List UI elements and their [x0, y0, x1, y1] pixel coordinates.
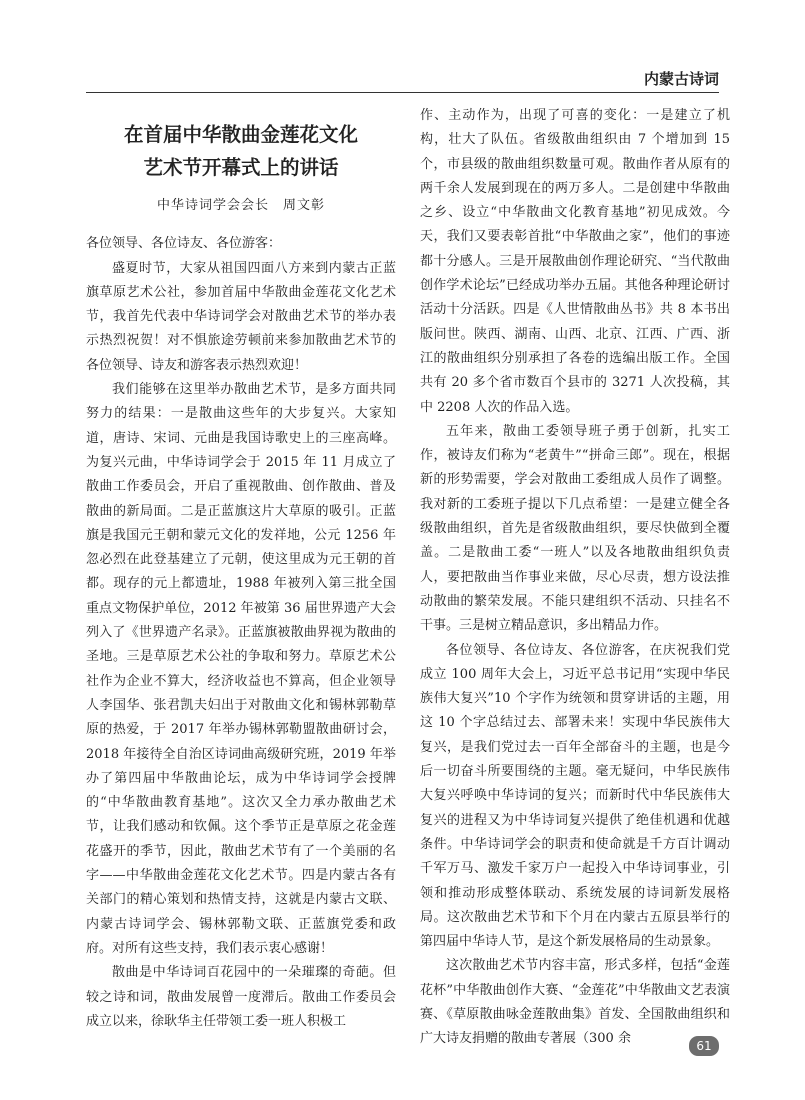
- body-paragraph: 这次散曲艺术节内容丰富，形式多样，包括“金莲花杯”中华散曲创作大赛、“金莲花”中华散曲文艺表演赛、《草原散曲咏金莲散曲集》首发、全国散曲组织和广大诗友捐赠的散曲专著展（300 余: [420, 958, 730, 1047]
- body-paragraph: 我们能够在这里举办散曲艺术节，是多方面共同努力的结果：一是散曲这些年的大步复兴。大家知道，唐诗、宋词、元曲是我国诗歌史上的三座高峰。为复兴元曲，中华诗词学会于 2015 年 11 月成立了散曲工作委员会，开启了重视散曲、创作散曲、普及散曲的新局面。二是正蓝旗这片大草原的吸引。正蓝旗是我国元王朝和蒙元文化的发祥地，公元 1256 年忽必烈在此登基建立了元朝，使这里成为元王朝的首都。现存的元上都遗址，1988 年被列入第三批全国重点文物保护单位，2012 年被第 36 届世界遗产大会列入了《世界遗产名录》。正蓝旗被散曲界视为散曲的圣地。三是草原艺术公社的争取和努力。草原艺术公社作为企业不算大，经济收益也不算高，但企业领导人李国华、张君凯夫妇出于对散曲文化和锡林郭勒草原的热爱，于 2017 年举办锡林郭勒盟散曲研讨会，2018 年接待全自治区诗词曲高级研究班，2019 年举办了第四届中华散曲论坛，成为中华诗词学会授牌的“中华散曲教育基地”。这次又全力承办散曲艺术节，让我们感动和钦佩。这个季节正是草原之花金莲花盛开的季节，因此，散曲艺术节有了一个美丽的名字——中华散曲金莲花文化艺术节。四是内蒙古各有关部门的精心策划和热情支持，这就是内蒙古文联、内蒙古诗词学会、锡林郭勒文联、正蓝旗党委和政府。对所有这些支持，我们表示衷心感谢！: [86, 382, 396, 956]
- article-title: [86, 118, 396, 184]
- article-author: 中华诗词学会会长 周文彰: [156, 198, 325, 213]
- article-title-line-2: 艺术节开幕式上的讲话: [143, 156, 339, 179]
- body-paragraph: 作、主动作为，出现了可喜的变化：一是建立了机构，壮大了队伍。省级散曲组织由 7 个增加到 15 个，市县级的散曲组织数量可观。散曲作者从原有的两千余人发展到现在的两万多人。二是创建中华散曲之乡、设立“中华散曲文化教育基地”初见成效。今天，我们又要表彰首批“中华散曲之家”，他们的事迹都十分感人。三是开展散曲创作理论研究、“当代散曲创作学术论坛”已经成功举办五届。其他各种理论研讨活动十分活跃。四是《人世情散曲丛书》共 8 本书出版问世。陕西、湖南、山西、北京、江西、广西、浙江的散曲组织分别承担了各卷的选编出版工作。全国共有 20 多个省市数百个县市的 3271 人次投稿，其中 2208 人次的作品入选。: [420, 108, 730, 415]
- right-column: [420, 104, 730, 1052]
- header-rule: [86, 92, 719, 93]
- body-paragraph: 各位领导、各位诗友、各位游客，在庆祝我们党成立 100 周年大会上，习近平总书记用“实现中华民族伟大复兴”10 个字作为统领和贯穿讲话的主题，用这 10 个字总结过去、部署未来！实现中华民族伟大复兴，是我们党过去一百年全部奋斗的主题，也是今后一切奋斗所要围绕的主题。毫无疑问，中华民族伟大复兴呼唤中华诗词的复兴；而新时代中华民族伟大复兴的进程又为中华诗词复兴提供了绝佳机遇和优越条件。中华诗词学会的职责和使命就是千方百计调动千军万马、激发千家万户一起投入中华诗词事业，引领和推动形成整体联动、系统发展的诗词新发展格局。这次散曲艺术节和下个月在内蒙古五原县举行的第四届中华诗人节，是这个新发展格局的生动景象。: [420, 642, 730, 950]
- section-header: 内蒙古诗词: [643, 70, 719, 88]
- article-title-line-1: 在首届中华散曲金莲花文化: [123, 123, 358, 146]
- salutation-paragraph: 各位领导、各位诗友、各位游客：: [86, 236, 282, 252]
- left-column: [86, 104, 396, 1034]
- body-paragraph: 五年来，散曲工委领导班子勇于创新，扎实工作，被诗友们称为“老黄牛”“拼命三郎”。现在，根据新的形势需要，学会对散曲工委组成人员作了调整。我对新的工委班子提以下几点希望：一是建立健全各级散曲组织，首先是省级散曲组织，要尽快做到全覆盖。二是散曲工委“一班人”以及各地散曲组织负责人，要把散曲当作事业来做，尽心尽责，想方设法推动散曲的繁荣发展。不能只建组织不活动、只挂名不干事。三是树立精品意识，多出精品力作。: [420, 423, 730, 634]
- body-paragraph: 盛夏时节，大家从祖国四面八方来到内蒙古正蓝旗草原艺术公社，参加首届中华散曲金莲花文化艺术节，我首先代表中华诗词学会对散曲艺术节的举办表示热烈祝贺！对不惧旅途劳顿前来参加散曲艺术节的各位领导、诗友和游客表示热烈欢迎！: [86, 260, 396, 373]
- page-number-badge: 61: [689, 1036, 719, 1056]
- body-paragraph: 散曲是中华诗词百花园中的一朵璀璨的奇葩。但较之诗和词，散曲发展曾一度滞后。散曲工作委员会成立以来，徐耿华主任带领工委一班人积极工: [86, 965, 396, 1029]
